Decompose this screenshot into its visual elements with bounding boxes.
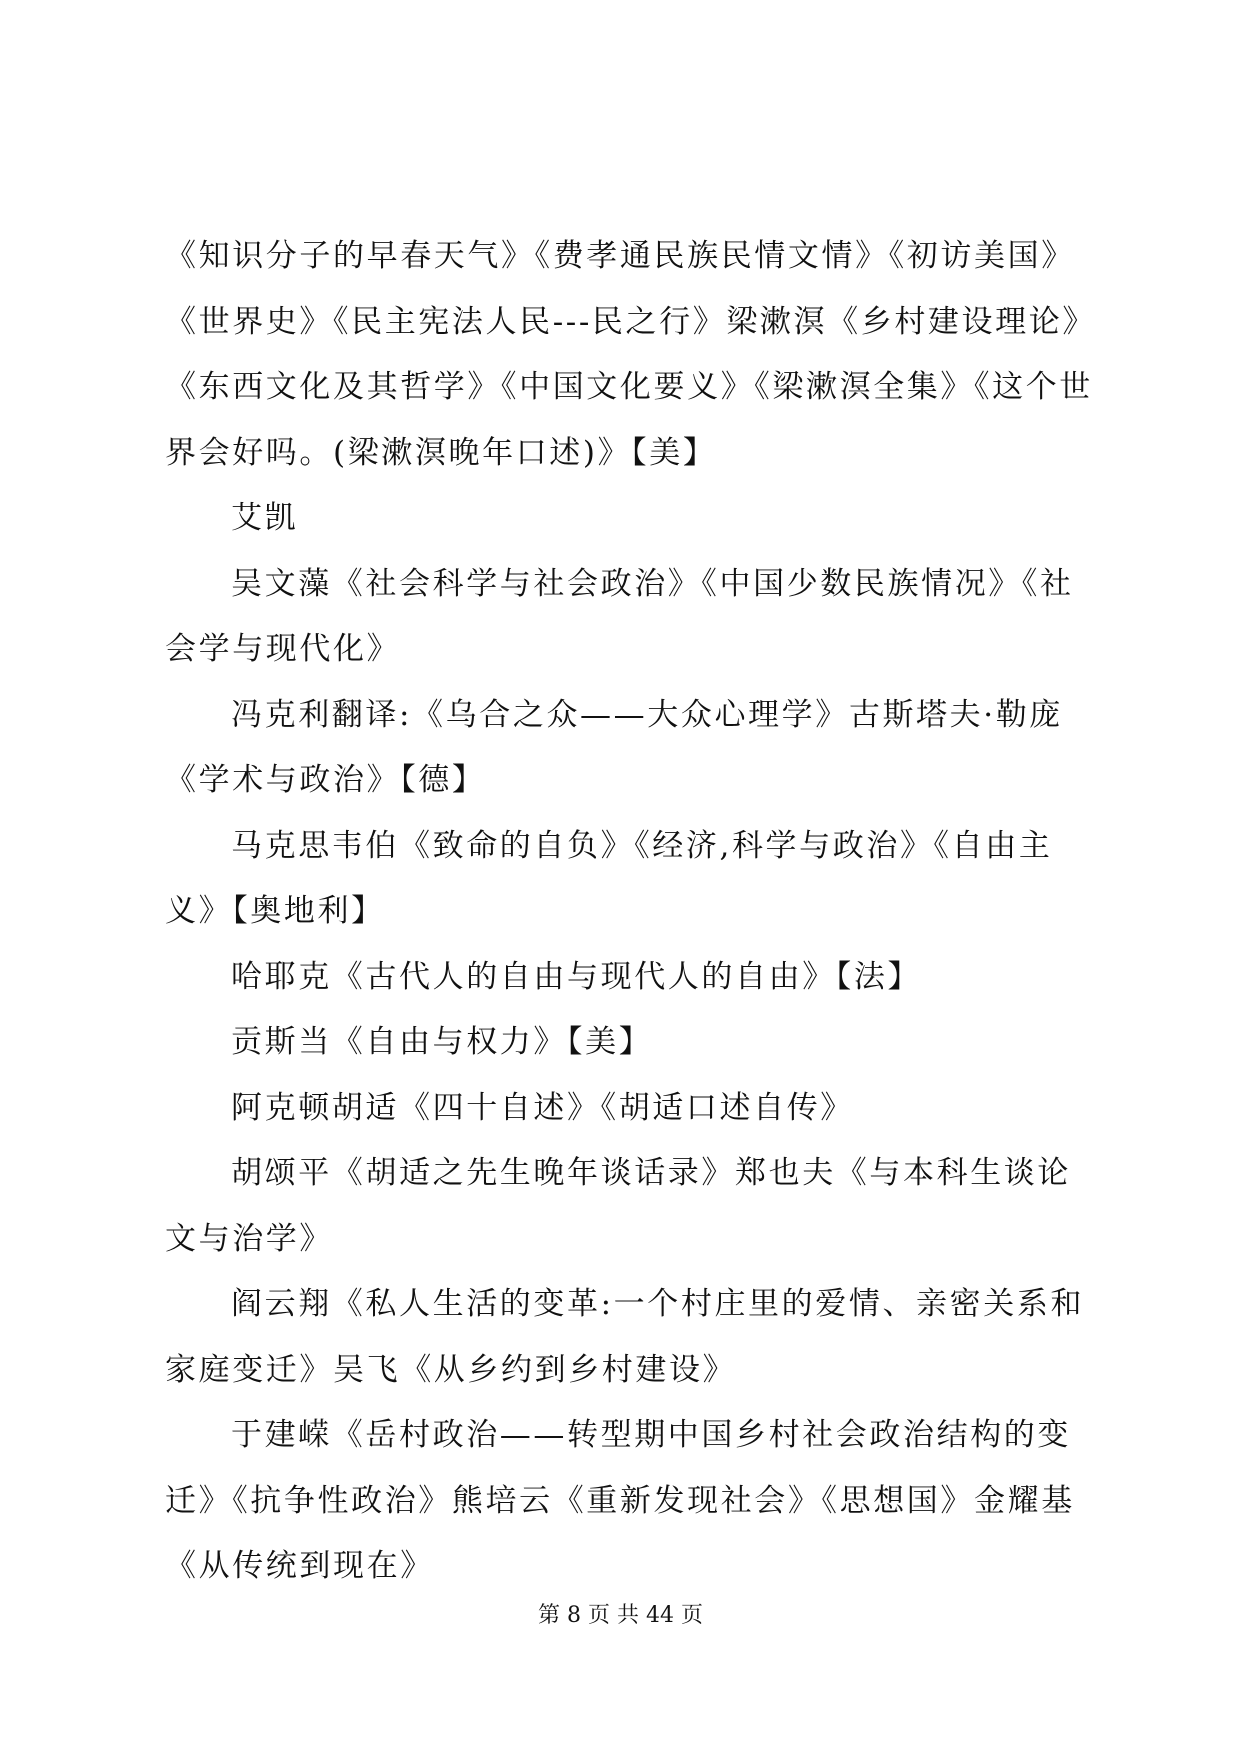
page-footer: 第 8 页 共 44 页 — [538, 1603, 703, 1628]
paragraph-10: 阎云翔《私人生活的变革:一个村庄里的爱情、亲密关系和家庭变迁》吴飞《从乡约到乡村建设》 — [165, 1286, 1085, 1388]
paragraph-7: 贡斯当《自由与权力》【美】 — [231, 1024, 653, 1060]
paragraph-5: 马克思韦伯《致命的自负》《经济,科学与政治》《自由主义》【奥地利】 — [165, 827, 1053, 929]
paragraph-1: 《知识分子的早春天气》《费孝通民族民情文情》《初访美国》《世界史》《民主宪法人民---民之行》梁漱溟《乡村建设理论》《东西文化及其哲学》《中国文化要义》《梁漱溟全集》《这个世界会好吗。(梁漱溟晚年口述)》【美】 — [165, 238, 1093, 471]
paragraph-8: 阿克顿胡适《四十自述》《胡适口述自传》 — [231, 1089, 854, 1126]
paragraph-2: 艾凯 — [231, 500, 299, 536]
paragraph-11: 于建嵘《岳村政治——转型期中国乡村社会政治结构的变迁》《抗争性政治》熊培云《重新发现社会》《思想国》金耀基《从传统到现在》 — [165, 1417, 1075, 1584]
paragraph-6: 哈耶克《古代人的自由与现代人的自由》【法】 — [231, 958, 922, 995]
paragraph-4: 冯克利翻译:《乌合之众——大众心理学》古斯塔夫·勒庞《学术与政治》【德】 — [165, 696, 1063, 798]
paragraph-3: 吴文藻《社会科学与社会政治》《中国少数民族情况》《社会学与现代化》 — [165, 565, 1074, 667]
paragraph-9: 胡颂平《胡适之先生晚年谈话录》郑也夫《与本科生谈论文与治学》 — [165, 1155, 1071, 1257]
page-body — [165, 224, 1095, 1600]
